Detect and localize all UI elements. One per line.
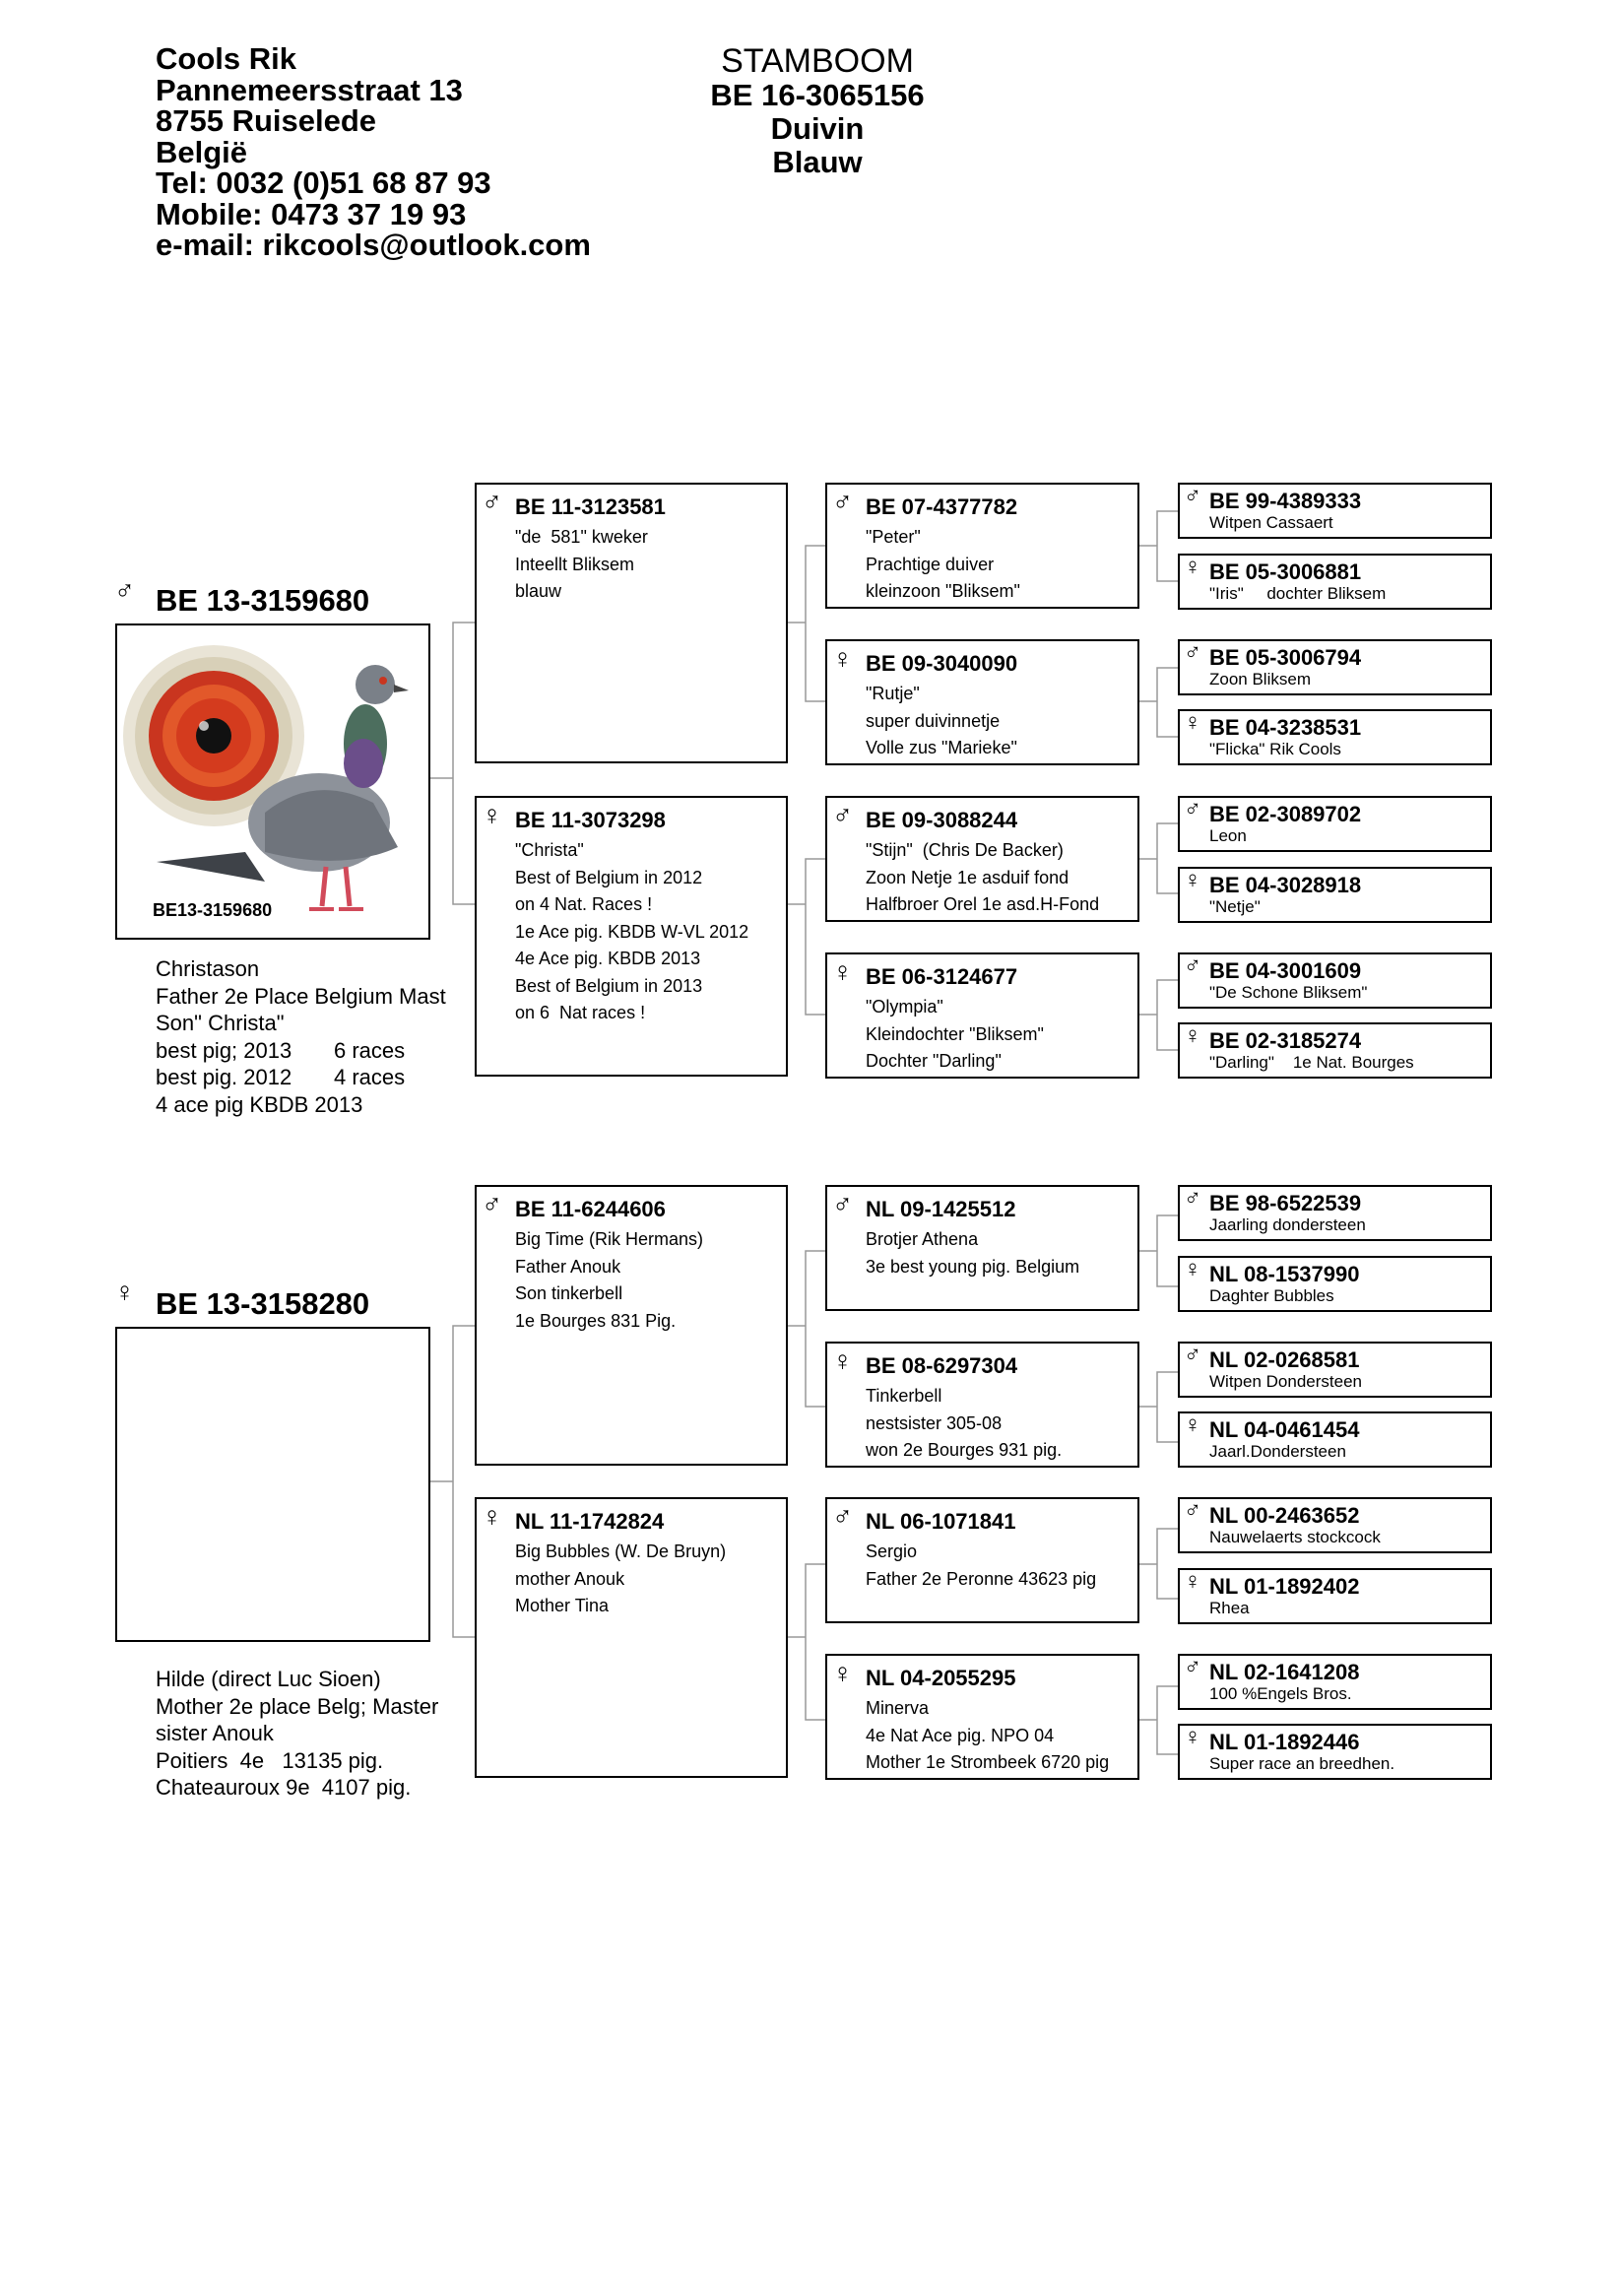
pigeon-description-line: super duivinnetje — [866, 710, 1001, 731]
female-symbol-icon: ♀ — [1184, 554, 1201, 580]
pigeon-description-line: 1e Ace pig. KBDB W-VL 2012 — [515, 921, 749, 942]
gen4-pigeon-card — [1178, 1411, 1492, 1468]
pigeon-description — [866, 1695, 1109, 1777]
dam-ring: BE 13-3158280 — [156, 1286, 370, 1321]
pigeon-description-line: kleinzoon "Bliksem" — [866, 581, 1020, 601]
gen3-pigeon-card — [825, 639, 1139, 765]
sire-photo — [115, 623, 430, 940]
gen2-pigeon-card — [475, 1497, 788, 1778]
male-symbol-icon: ♂ — [1184, 952, 1201, 979]
pigeon-ring-number: BE 07-4377782 — [866, 494, 1018, 519]
gen3-pigeon-card — [825, 1497, 1139, 1623]
owner-street: Pannemeersstraat 13 — [156, 72, 463, 107]
pigeon-description-line: Dochter "Darling" — [866, 1051, 1002, 1071]
male-symbol-icon: ♂ — [1184, 1185, 1201, 1212]
pigeon-ring-number: BE 05-3006881 — [1209, 559, 1362, 584]
gen4-pigeon-card — [1178, 1256, 1492, 1312]
pigeon-description-line: "Stijn" (Chris De Backer) — [866, 840, 1064, 860]
pigeon-description: Nauwelaerts stockcock — [1209, 1528, 1381, 1546]
pigeon-description: 100 %Engels Bros. — [1209, 1684, 1352, 1703]
female-symbol-icon: ♀ — [832, 1345, 853, 1376]
pigeon-description-line: blauw — [515, 581, 562, 601]
dam-note-line: sister Anouk — [156, 1721, 274, 1745]
pigeon-description-line: Volle zus "Marieke" — [866, 738, 1017, 757]
dam-note-line: Mother 2e place Belg; Master — [156, 1693, 439, 1719]
pigeon-description-line: Kleindochter "Bliksem" — [866, 1023, 1044, 1044]
pigeon-description-line: Halfbroer Orel 1e asd.H-Fond — [866, 894, 1100, 914]
pigeon-description-line: Big Bubbles (W. De Bruyn) — [515, 1542, 727, 1561]
pigeon-ring-number: BE 02-3185274 — [1209, 1028, 1362, 1053]
pigeon-description-line: 1e Bourges 831 Pig. — [515, 1310, 677, 1331]
pigeon-description-line: Mother 1e Strombeek 6720 pig — [866, 1752, 1110, 1772]
pigeon-description — [866, 1226, 1079, 1280]
pigeon-description — [515, 1226, 703, 1335]
gen4-pigeon-card — [1178, 1022, 1492, 1079]
pigeon-description: Jaarling dondersteen — [1209, 1215, 1366, 1234]
male-symbol-icon: ♂ — [1184, 639, 1201, 666]
pigeon-description-line: 3e best young pig. Belgium — [866, 1256, 1080, 1277]
pigeon-description-line: on 6 Nat races ! — [515, 1003, 646, 1022]
male-symbol-icon: ♂ — [482, 1189, 502, 1219]
male-symbol-icon: ♂ — [832, 487, 853, 517]
pigeon-description — [866, 994, 1044, 1076]
gen4-pigeon-card — [1178, 1185, 1492, 1241]
female-symbol-icon: ♀ — [1184, 1022, 1201, 1049]
pigeon-description-line: Big Time (Rik Hermans) — [515, 1229, 704, 1249]
pigeon-description-line: "Christa" — [515, 840, 584, 860]
gen3-pigeon-card — [825, 483, 1139, 609]
pigeon-description-line: Best of Belgium in 2013 — [515, 975, 703, 996]
gen2-pigeon-card — [475, 1185, 788, 1466]
pedigree-heading: STAMBOOM — [721, 42, 914, 80]
female-symbol-icon: ♀ — [482, 800, 502, 830]
pigeon-description — [866, 1539, 1096, 1593]
pigeon-description — [866, 1383, 1062, 1465]
female-symbol-icon: ♀ — [1184, 1568, 1201, 1595]
male-symbol-icon: ♂ — [832, 1189, 853, 1219]
pigeon-ring-number: BE 04-3238531 — [1209, 715, 1362, 740]
pigeon-description-line: Inteellt Bliksem — [515, 554, 635, 574]
gen4-pigeon-card — [1178, 709, 1492, 765]
pigeon-ring-number: NL 04-2055295 — [866, 1666, 1016, 1690]
pigeon-description: "Iris" dochter Bliksem — [1209, 584, 1387, 603]
pigeon-ring-number: BE 98-6522539 — [1209, 1191, 1362, 1215]
pigeon-photo-image — [117, 625, 428, 938]
pigeon-description: Super race an breedhen. — [1209, 1754, 1395, 1773]
gen3-pigeon-card — [825, 952, 1139, 1079]
female-symbol-icon: ♀ — [832, 1658, 853, 1688]
dam-note-line: Poitiers 4e 13135 pig. — [156, 1747, 384, 1773]
gen4-pigeon-card — [1178, 483, 1492, 539]
male-symbol-icon: ♂ — [1184, 1654, 1201, 1680]
pigeon-ring-number: BE 05-3006794 — [1209, 645, 1362, 670]
dam-photo-placeholder — [115, 1327, 430, 1642]
gen4-pigeon-card — [1178, 554, 1492, 610]
pigeon-ring-number: BE 11-3073298 — [515, 808, 666, 832]
owner-name: Cools Rik — [156, 41, 296, 76]
pigeon-description: Leon — [1209, 826, 1247, 845]
pigeon-description-line: Prachtige duiver — [866, 554, 995, 574]
pigeon-description: "Darling" 1e Nat. Bourges — [1209, 1053, 1414, 1072]
gen4-pigeon-card — [1178, 1654, 1492, 1710]
pigeon-description: Daghter Bubbles — [1209, 1286, 1334, 1305]
sire-note-line: Father 2e Place Belgium Mast — [156, 983, 446, 1009]
owner-email: e-mail: rikcools@outlook.com — [156, 228, 591, 262]
pigeon-description-line: "Peter" — [866, 527, 921, 547]
pigeon-ring-number: BE 11-3123581 — [515, 494, 666, 519]
pigeon-ring-number: NL 02-1641208 — [1209, 1660, 1360, 1684]
pigeon-description-line: "Rutje" — [866, 684, 920, 703]
female-symbol-icon: ♀ — [482, 1501, 502, 1532]
pigeon-description — [515, 837, 748, 1027]
female-symbol-icon: ♀ — [1184, 1256, 1201, 1282]
gen2-pigeon-card — [475, 796, 788, 1077]
pigeon-description-line: on 4 Nat. Races ! — [515, 894, 653, 914]
pigeon-description-line: Sergio — [866, 1542, 918, 1561]
female-symbol-icon: ♀ — [1184, 867, 1201, 893]
gen4-pigeon-card — [1178, 952, 1492, 1009]
pigeon-ring-number: NL 02-0268581 — [1209, 1347, 1360, 1372]
male-symbol-icon: ♂ — [832, 1501, 853, 1532]
dam-note-line: Hilde (direct Luc Sioen) — [156, 1667, 381, 1691]
photo-ring-label: BE13-3159680 — [153, 900, 273, 920]
sire-note-line: best pig; 2013 6 races — [156, 1037, 406, 1063]
pigeon-ring-number: NL 04-0461454 — [1209, 1417, 1360, 1442]
pigeon-description-line: 4e Ace pig. KBDB 2013 — [515, 949, 701, 968]
pigeon-ring-number: NL 00-2463652 — [1209, 1503, 1360, 1528]
pigeon-description — [515, 1539, 726, 1620]
pigeon-description-line: Minerva — [866, 1698, 930, 1718]
pedigree-sex: Duivin — [770, 111, 865, 146]
pigeon-ring-number: BE 04-3001609 — [1209, 958, 1362, 983]
sire-ring: BE 13-3159680 — [156, 583, 370, 618]
pigeon-description: "Netje" — [1209, 897, 1261, 916]
sire-note-line: Christason — [156, 956, 260, 981]
pigeon-description — [866, 681, 1017, 762]
pigeon-ring-number: BE 06-3124677 — [866, 964, 1018, 989]
pigeon-description-line: Mother Tina — [515, 1596, 610, 1615]
pigeon-description: Witpen Dondersteen — [1209, 1372, 1362, 1391]
pigeon-description: Rhea — [1209, 1599, 1250, 1617]
gen4-pigeon-card — [1178, 1497, 1492, 1553]
gen4-pigeon-card — [1178, 639, 1492, 695]
pigeon-description-line: Best of Belgium in 2012 — [515, 867, 703, 887]
pigeon-description: Zoon Bliksem — [1209, 670, 1311, 689]
pigeon-description — [866, 524, 1020, 606]
male-symbol-icon: ♂ — [1184, 1342, 1201, 1368]
pigeon-description-line: Zoon Netje 1e asduif fond — [866, 867, 1069, 887]
gen4-pigeon-card — [1178, 867, 1492, 923]
pigeon-ring-number: BE 99-4389333 — [1209, 489, 1362, 513]
gen3-pigeon-card — [825, 1654, 1139, 1780]
dam-notes — [156, 1666, 438, 1802]
pedigree-ring: BE 16-3065156 — [710, 78, 925, 112]
female-symbol-icon: ♀ — [1184, 1724, 1201, 1750]
pigeon-description: Witpen Cassaert — [1209, 513, 1333, 532]
pigeon-description-line: mother Anouk — [515, 1568, 625, 1589]
pigeon-ring-number: NL 09-1425512 — [866, 1197, 1016, 1221]
pigeon-ring-number: NL 08-1537990 — [1209, 1262, 1360, 1286]
female-symbol-icon: ♀ — [832, 643, 853, 674]
pigeon-description-line: Father 2e Peronne 43623 pig — [866, 1568, 1097, 1589]
pigeon-ring-number: BE 02-3089702 — [1209, 802, 1362, 826]
gen4-pigeon-card — [1178, 1724, 1492, 1780]
pigeon-ring-number: BE 04-3028918 — [1209, 873, 1362, 897]
gen3-pigeon-card — [825, 1185, 1139, 1311]
owner-mobile: Mobile: 0473 37 19 93 — [156, 196, 467, 231]
owner-city: 8755 Ruiselede — [156, 103, 377, 138]
gen4-pigeon-card — [1178, 1568, 1492, 1624]
sire-note-line: 4 ace pig KBDB 2013 — [156, 1091, 363, 1117]
pigeon-description — [866, 837, 1099, 919]
owner-tel: Tel: 0032 (0)51 68 87 93 — [156, 165, 491, 200]
owner-country: België — [156, 134, 248, 169]
female-symbol-icon: ♀ — [832, 956, 853, 987]
sire-notes — [156, 955, 446, 1118]
male-symbol-icon: ♂ — [1184, 1497, 1201, 1524]
pigeon-ring-number: NL 06-1071841 — [866, 1509, 1016, 1534]
gen2-pigeon-card — [475, 483, 788, 763]
gen4-pigeon-card — [1178, 1342, 1492, 1398]
gen3-pigeon-card — [825, 1342, 1139, 1468]
pigeon-description-line: nestsister 305-08 — [866, 1412, 1003, 1433]
pigeon-ring-number: BE 09-3088244 — [866, 808, 1018, 832]
pigeon-ring-number: NL 01-1892402 — [1209, 1574, 1360, 1599]
pigeon-description: "Flicka" Rik Cools — [1209, 740, 1341, 758]
pigeon-ring-number: BE 09-3040090 — [866, 651, 1018, 676]
pigeon-description-line: Son tinkerbell — [515, 1283, 623, 1303]
male-symbol-icon: ♂ — [1184, 483, 1201, 509]
male-symbol-icon: ♂ — [114, 575, 135, 606]
male-symbol-icon: ♂ — [1184, 796, 1201, 822]
female-symbol-icon: ♀ — [1184, 1411, 1201, 1438]
pigeon-description-line: "de 581" kweker — [515, 527, 648, 547]
sire-note-line: best pig. 2012 4 races — [156, 1065, 406, 1089]
male-symbol-icon: ♂ — [832, 800, 853, 830]
dam-note-line: Chateauroux 9e 4107 pig. — [156, 1775, 412, 1800]
pigeon-ring-number: BE 08-6297304 — [866, 1353, 1018, 1378]
pigeon-ring-number: NL 11-1742824 — [515, 1509, 665, 1534]
pigeon-description-line: Father Anouk — [515, 1256, 621, 1277]
pigeon-description-line: 4e Nat Ace pig. NPO 04 — [866, 1725, 1055, 1745]
pigeon-description-line: Tinkerbell — [866, 1386, 942, 1406]
pigeon-description-line: Brotjer Athena — [866, 1229, 979, 1249]
pigeon-description — [515, 524, 648, 606]
pigeon-description: "De Schone Bliksem" — [1209, 983, 1368, 1002]
sire-note-line: Son" Christa" — [156, 1011, 285, 1035]
gen4-pigeon-card — [1178, 796, 1492, 852]
female-symbol-icon: ♀ — [1184, 709, 1201, 736]
male-symbol-icon: ♂ — [482, 487, 502, 517]
pigeon-ring-number: BE 11-6244606 — [515, 1197, 666, 1221]
gen3-pigeon-card — [825, 796, 1139, 922]
female-symbol-icon: ♀ — [114, 1277, 135, 1307]
pigeon-description-line: "Olympia" — [866, 997, 943, 1017]
pedigree-color: Blauw — [772, 145, 863, 179]
pigeon-ring-number: NL 01-1892446 — [1209, 1730, 1360, 1754]
pigeon-description-line: won 2e Bourges 931 pig. — [866, 1440, 1063, 1460]
pigeon-description: Jaarl.Dondersteen — [1209, 1442, 1346, 1461]
